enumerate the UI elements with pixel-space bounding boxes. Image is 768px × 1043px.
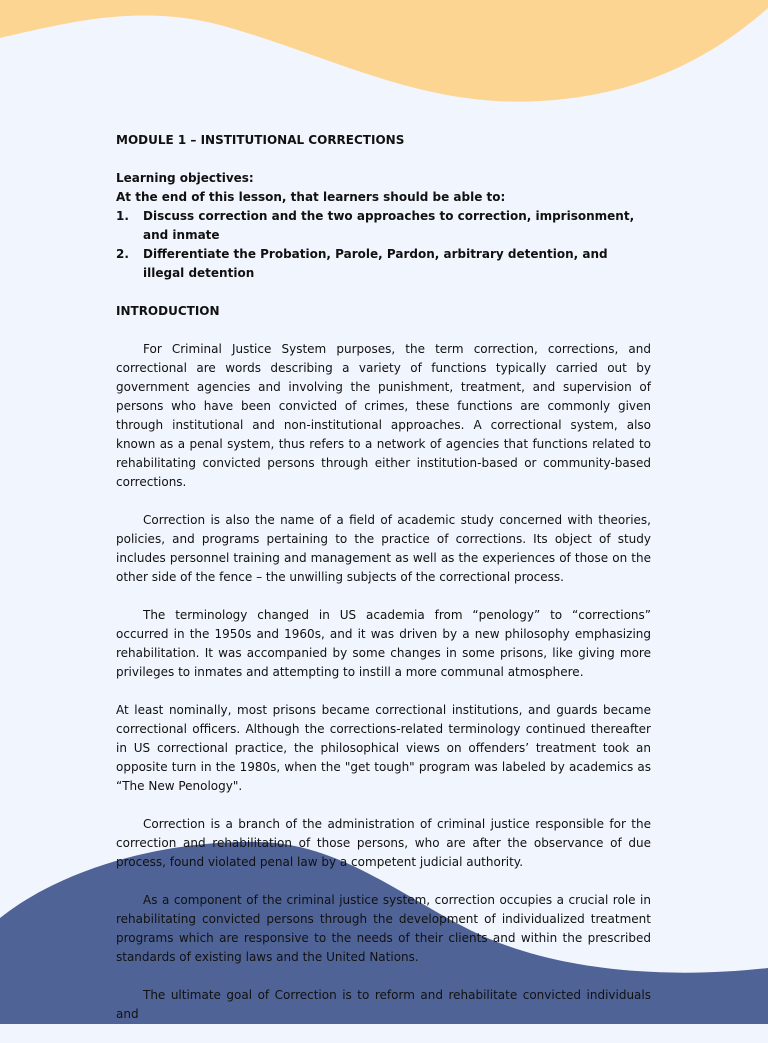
body-paragraph: The terminology changed in US academia from “penology” to “corrections” occurred in the 1950s and 1960s, and it was driven by a new philosophy emphasizing rehabilitation. It was accompanied by some changes in some prisons, like giving more privileges to inmates and attempting to instill a more communal atmosphere. [116, 608, 651, 679]
module-title: MODULE 1 – INSTITUTIONAL CORRECTIONS [116, 133, 405, 147]
body-paragraph: The ultimate goal of Correction is to reform and rehabilitate convicted individuals and [116, 988, 651, 1021]
document-page [116, 131, 651, 1043]
body-paragraph: Correction is also the name of a field of academic study concerned with theories, policies, and programs pertaining to the practice of corrections. Its object of study includes personnel training and management as well as the experiences of those on the other side of the fence – the unwilling subjects of the correctional process. [116, 513, 651, 584]
body-paragraph: As a component of the criminal justice system, correction occupies a crucial role in rehabilitating convicted persons through the development of individualized treatment programs which are responsive to the needs of their clients and within the prescribed standards of existing laws and the United Nations. [116, 893, 651, 964]
objectives-intro: At the end of this lesson, that learners should be able to: [116, 190, 506, 204]
body-paragraph: At least nominally, most prisons became correctional institutions, and guards became correctional officers. Although the corrections-related terminology continued thereafter in US correctional practice, the philosophical views on offenders’ treatment took an opposite turn in the 1980s, when the "get tough" program was labeled by academics as “The New Penology". [116, 703, 651, 793]
objective-text: Discuss correction and the two approaches to correction, imprisonment, and inmate [143, 209, 635, 242]
body-paragraph: Correction is a branch of the administration of criminal justice responsible for the correction and rehabilitation of those persons, who are after the observance of due process, found violated penal law by a competent judicial authority. [116, 817, 651, 869]
objective-number: 1. [116, 209, 129, 223]
objectives-list [116, 207, 651, 283]
objective-number: 2. [116, 247, 129, 261]
top-wave-shape [0, 0, 768, 102]
objective-item [116, 207, 651, 245]
objective-text: Differentiate the Probation, Parole, Pardon, arbitrary detention, and illegal detention [143, 247, 608, 280]
objective-item [116, 245, 651, 283]
objectives-heading: Learning objectives: [116, 171, 254, 185]
introduction-heading: INTRODUCTION [116, 304, 220, 318]
body-paragraph: For Criminal Justice System purposes, the term correction, corrections, and correctional are words describing a variety of functions typically carried out by government agencies and involving the punishment, treatment, and supervision of persons who have been convicted of crimes, these functions are commonly given through institutional and non-institutional approaches. A correctional system, also known as a penal system, thus refers to a network of agencies that functions related to rehabilitating convicted persons through either institution-based or community-based corrections. [116, 342, 651, 489]
